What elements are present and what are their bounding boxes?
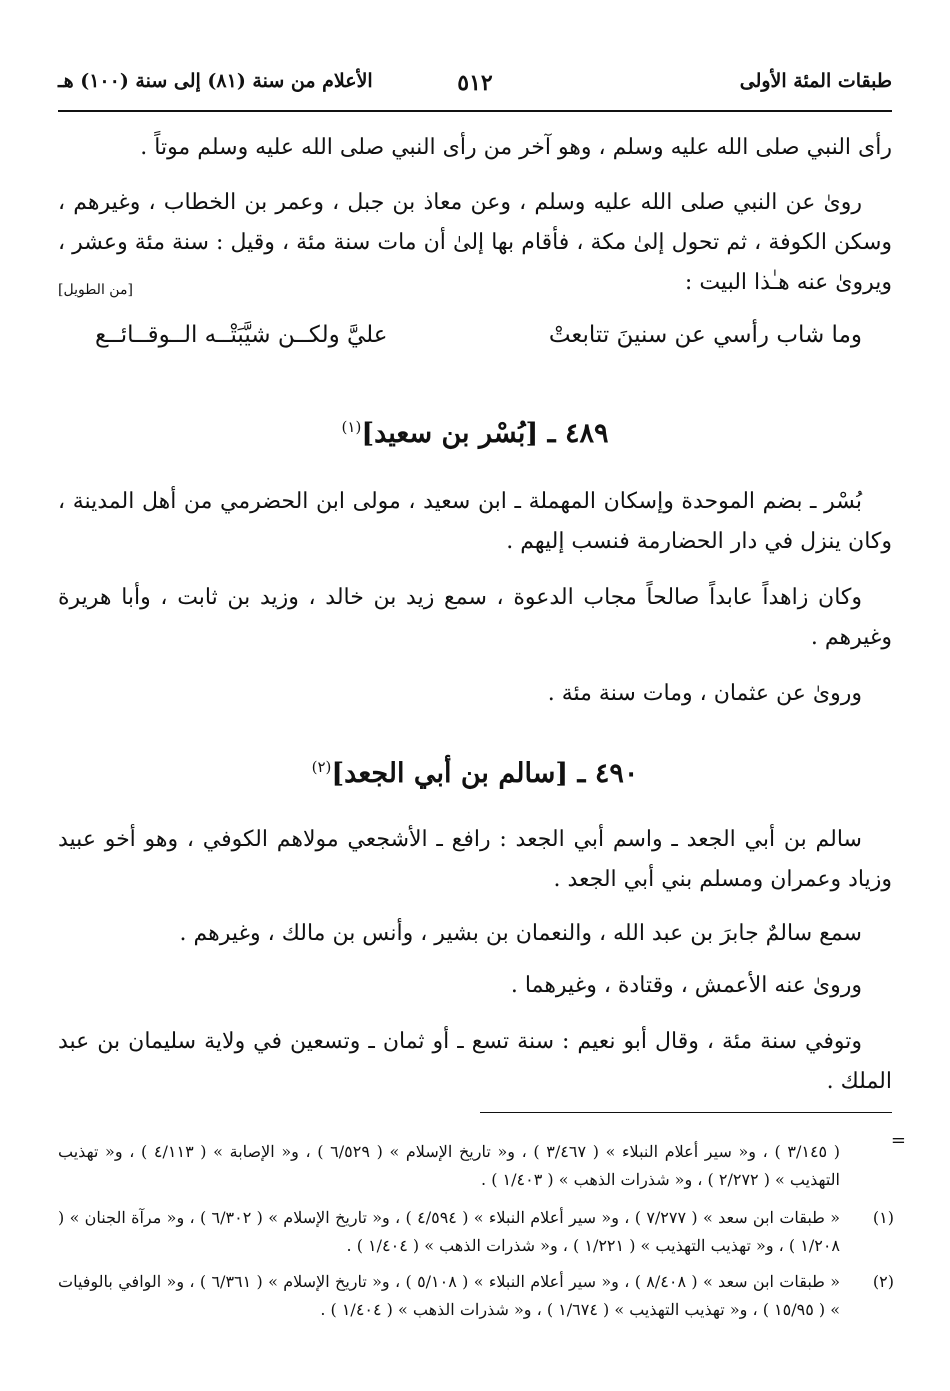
poem-hemistich-first: وما شاب رأسي عن سنينَ تتابعتْ	[548, 322, 862, 348]
footnote-continuation-mark: =	[890, 1130, 906, 1151]
entry-paragraph: وروىٰ عنه الأعمش ، وقتادة ، وغيرهما .	[510, 973, 862, 998]
footnote-ref[interactable]: (٢)	[311, 758, 332, 776]
poem-verse	[95, 322, 862, 362]
running-header	[58, 70, 892, 100]
entry-paragraph: بُسْر ـ بضم الموحدة وإسكان المهملة ـ ابن سعيد ، مولى ابن الحضرمي من أهل المدينة ، وكان ينزل في دار الحضارمة فنسب إليهم .	[58, 489, 892, 554]
entry-paragraph: سالم بن أبي الجعد ـ واسم أبي الجعد : رافع ـ الأشجعي مولاهم الكوفي ، وهو أخو عبيد وزياد وعمران ومسلم بني أبي الجعد .	[58, 827, 892, 892]
entry-paragraph: سمع سالمٌ جابرَ بن عبد الله ، والنعمان بن بشير ، وأنس بن مالك ، وغيرهم .	[179, 921, 862, 946]
poem-hemistich-second: عليَّ ولكــن شيَّبَتْــه الــوقــائــع	[95, 322, 388, 348]
poem-meter-label: [من الطويل]	[58, 282, 133, 298]
header-divider	[58, 110, 892, 112]
entry-heading: ٤٩٠ ـ [سالم بن أبي الجعد]	[331, 758, 639, 789]
continued-paragraph: رأى النبي صلى الله عليه وسلم ، وهو آخر من رأى النبي صلى الله عليه وسلم موتاً .	[140, 135, 892, 160]
entry-paragraph: وكان زاهداً عابداً صالحاً مجاب الدعوة ، سمع زيد بن خالد ، وزيد بن ثابت ، وأبا هريرة وغيرهم .	[58, 585, 892, 650]
entry-paragraph: وروىٰ عن عثمان ، ومات سنة مئة .	[547, 681, 862, 706]
footnote-text: « طبقات ابن سعد » ( ٨/٤٠٨ ) ، و« سير أعلام النبلاء » ( ٥/١٠٨ ) ، و« تاريخ الإسلام » ( ٦/٣٦١ ) ، و« الوافي بالوفيات » ( ١٥/٩٥ ) ، و« تهذيب التهذيب » ( ١/٦٧٤ ) ، و« شذرات الذهب » ( ١/٤٠٤ ) .	[58, 1272, 841, 1319]
entry-title-489	[58, 418, 892, 449]
narration-paragraph: روىٰ عن النبي صلى الله عليه وسلم ، وعن معاذ بن جبل ، وعمر بن الخطاب ، وغيرهم ، وسكن الكوفة ، ثم تحول إلىٰ مكة ، فأقام بها إلىٰ أن مات سنة مئة ، وقيل : سنة مئة وعشر ، ويروىٰ عنه هـٰذا البيت :	[58, 190, 892, 295]
footnote-number: (١)	[872, 1208, 894, 1227]
footnote-number: (٢)	[872, 1272, 894, 1291]
footnote-divider	[480, 1112, 892, 1113]
footnote-ref[interactable]: (١)	[341, 418, 362, 436]
footnote-1	[58, 1204, 892, 1260]
footnote-text: « طبقات ابن سعد » ( ٧/٢٧٧ ) ، و« سير أعلام النبلاء » ( ٤/٥٩٤ ) ، و« تاريخ الإسلام » ( ٦/٣٠٢ ) ، و« مرآة الجنان » ( ١/٢٠٨ ) ، و« تهذيب التهذيب » ( ١/٢٢١ ) ، و« شذرات الذهب » ( ١/٤٠٤ ) .	[58, 1208, 841, 1255]
footnote-2	[58, 1268, 892, 1324]
footnote-continuation: ( ٣/١٤٥ ) ، و« سير أعلام النبلاء » ( ٣/٤٦٧ ) ، و« تاريخ الإسلام » ( ٦/٥٢٩ ) ، و« الإصابة » ( ٤/١١٣ ) ، و« تهذيب التهذيب » ( ٢/٢٧٢ ) ، و« شذرات الذهب » ( ١/٤٠٣ ) .	[58, 1142, 841, 1189]
entry-paragraph: وتوفي سنة مئة ، وقال أبو نعيم : سنة تسع ـ أو ثمان ـ وتسعين في ولاية سليمان بن عبد الملك .	[58, 1029, 892, 1094]
entry-heading: ٤٨٩ ـ [بُسْر بن سعيد]	[361, 418, 609, 449]
entry-title-490	[58, 758, 892, 789]
page-number: ٥١٢	[457, 70, 493, 96]
book-title: طبقات المئة الأولى	[739, 70, 892, 92]
section-range: الأعلام من سنة (٨١) إلى سنة (١٠٠) هـ	[58, 70, 373, 92]
